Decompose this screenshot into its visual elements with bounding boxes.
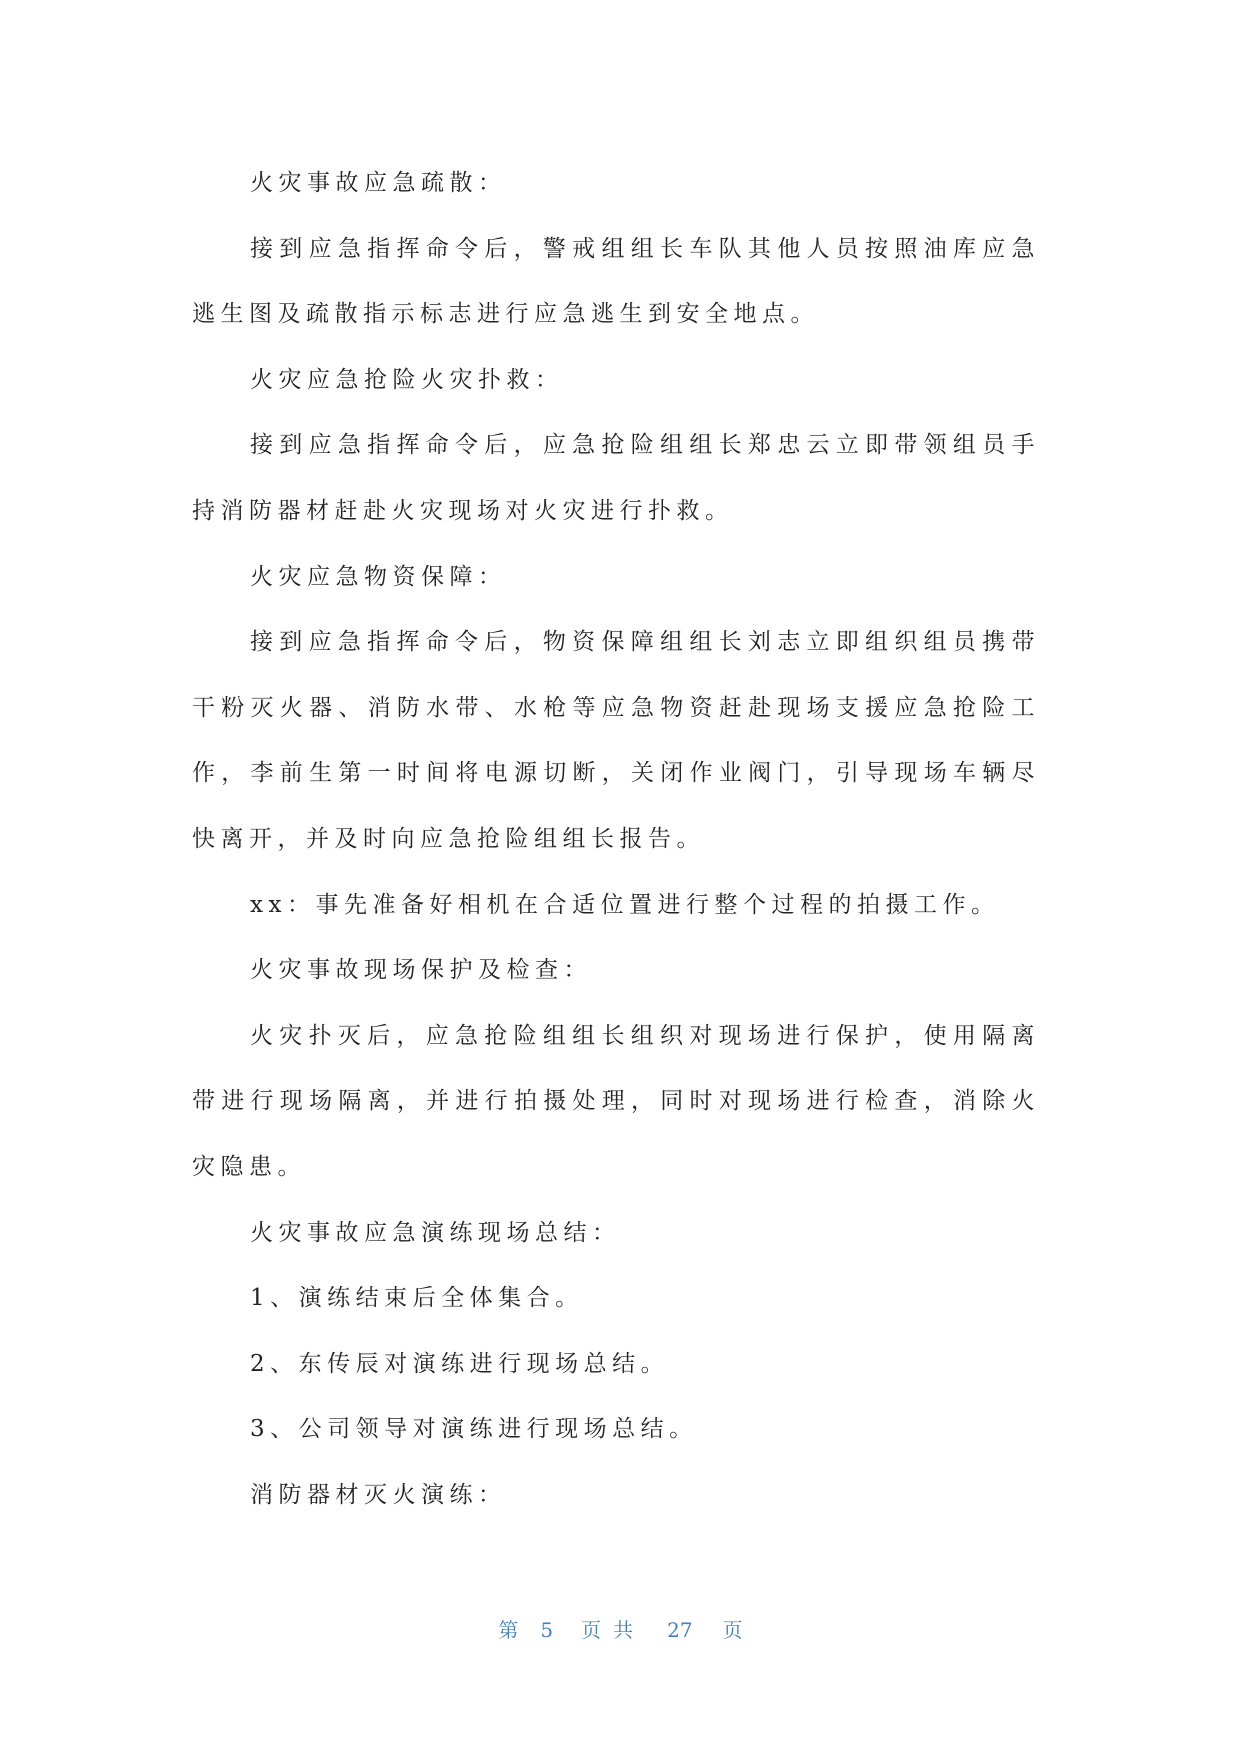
text-line: 快离开，并及时向应急抢险组组长报告。 bbox=[192, 825, 705, 852]
list-item bbox=[192, 1266, 1040, 1332]
footer-suffix: 页 bbox=[722, 1617, 743, 1642]
page-number: 5 bbox=[540, 1617, 554, 1642]
text-line: 2、东传辰对演练进行现场总结。 bbox=[250, 1350, 670, 1377]
text-line: 持消防器材赶赴火灾现场对火灾进行扑救。 bbox=[192, 497, 734, 524]
text-line: 逃生图及疏散指示标志进行应急逃生到安全地点。 bbox=[192, 301, 819, 328]
footer-mid: 页共 bbox=[581, 1617, 646, 1642]
text-line: 灾隐患。 bbox=[192, 1153, 306, 1180]
body-paragraph bbox=[192, 217, 1040, 348]
body-paragraph bbox=[192, 873, 1040, 939]
body-paragraph bbox=[192, 610, 1040, 872]
text-line: 接到应急指挥命令后，物资保障组组长刘志立即组织组员携带 bbox=[250, 629, 1040, 656]
list-item bbox=[192, 1397, 1040, 1463]
section-heading bbox=[192, 1201, 1040, 1267]
text-line: 带进行现场隔离，并进行拍摄处理，同时对现场进行检查，消除火 bbox=[192, 1088, 1040, 1115]
section-heading bbox=[192, 938, 1040, 1004]
text-line: xx：事先准备好相机在合适位置进行整个过程的拍摄工作。 bbox=[250, 891, 1000, 918]
section-heading bbox=[192, 348, 1040, 414]
text-line: 接到应急指挥命令后，应急抢险组组长郑忠云立即带领组员手 bbox=[250, 432, 1040, 459]
text-line: 3、公司领导对演练进行现场总结。 bbox=[250, 1416, 698, 1443]
section-heading bbox=[192, 151, 1040, 217]
body-paragraph bbox=[192, 413, 1040, 544]
text-line: 接到应急指挥命令后，警戒组组长车队其他人员按照油库应急 bbox=[250, 235, 1040, 262]
body-paragraph bbox=[192, 1004, 1040, 1201]
section-heading bbox=[192, 1463, 1040, 1529]
text-line: 1、演练结束后全体集合。 bbox=[250, 1285, 584, 1312]
document-body bbox=[192, 151, 1040, 1528]
text-line: 消防器材灭火演练： bbox=[250, 1481, 507, 1508]
text-line: 火灾应急物资保障： bbox=[250, 563, 507, 590]
text-line: 火灾事故应急疏散： bbox=[250, 170, 507, 196]
footer-prefix: 第 bbox=[498, 1617, 519, 1642]
list-item bbox=[192, 1332, 1040, 1398]
text-line: 火灾事故应急演练现场总结： bbox=[250, 1219, 621, 1246]
section-heading bbox=[192, 545, 1040, 611]
text-line: 火灾事故现场保护及检查： bbox=[250, 957, 592, 984]
text-line: 火灾扑灭后，应急抢险组组长组织对现场进行保护，使用隔离 bbox=[250, 1022, 1040, 1049]
text-line: 火灾应急抢险火灾扑救： bbox=[250, 366, 564, 393]
page-footer bbox=[0, 1614, 1241, 1644]
text-line: 干粉灭火器、消防水带、水枪等应急物资赶赴现场支援应急抢险工 bbox=[192, 694, 1040, 721]
total-pages: 27 bbox=[667, 1617, 693, 1642]
text-line: 作，李前生第一时间将电源切断，关闭作业阀门，引导现场车辆尽 bbox=[192, 760, 1040, 787]
